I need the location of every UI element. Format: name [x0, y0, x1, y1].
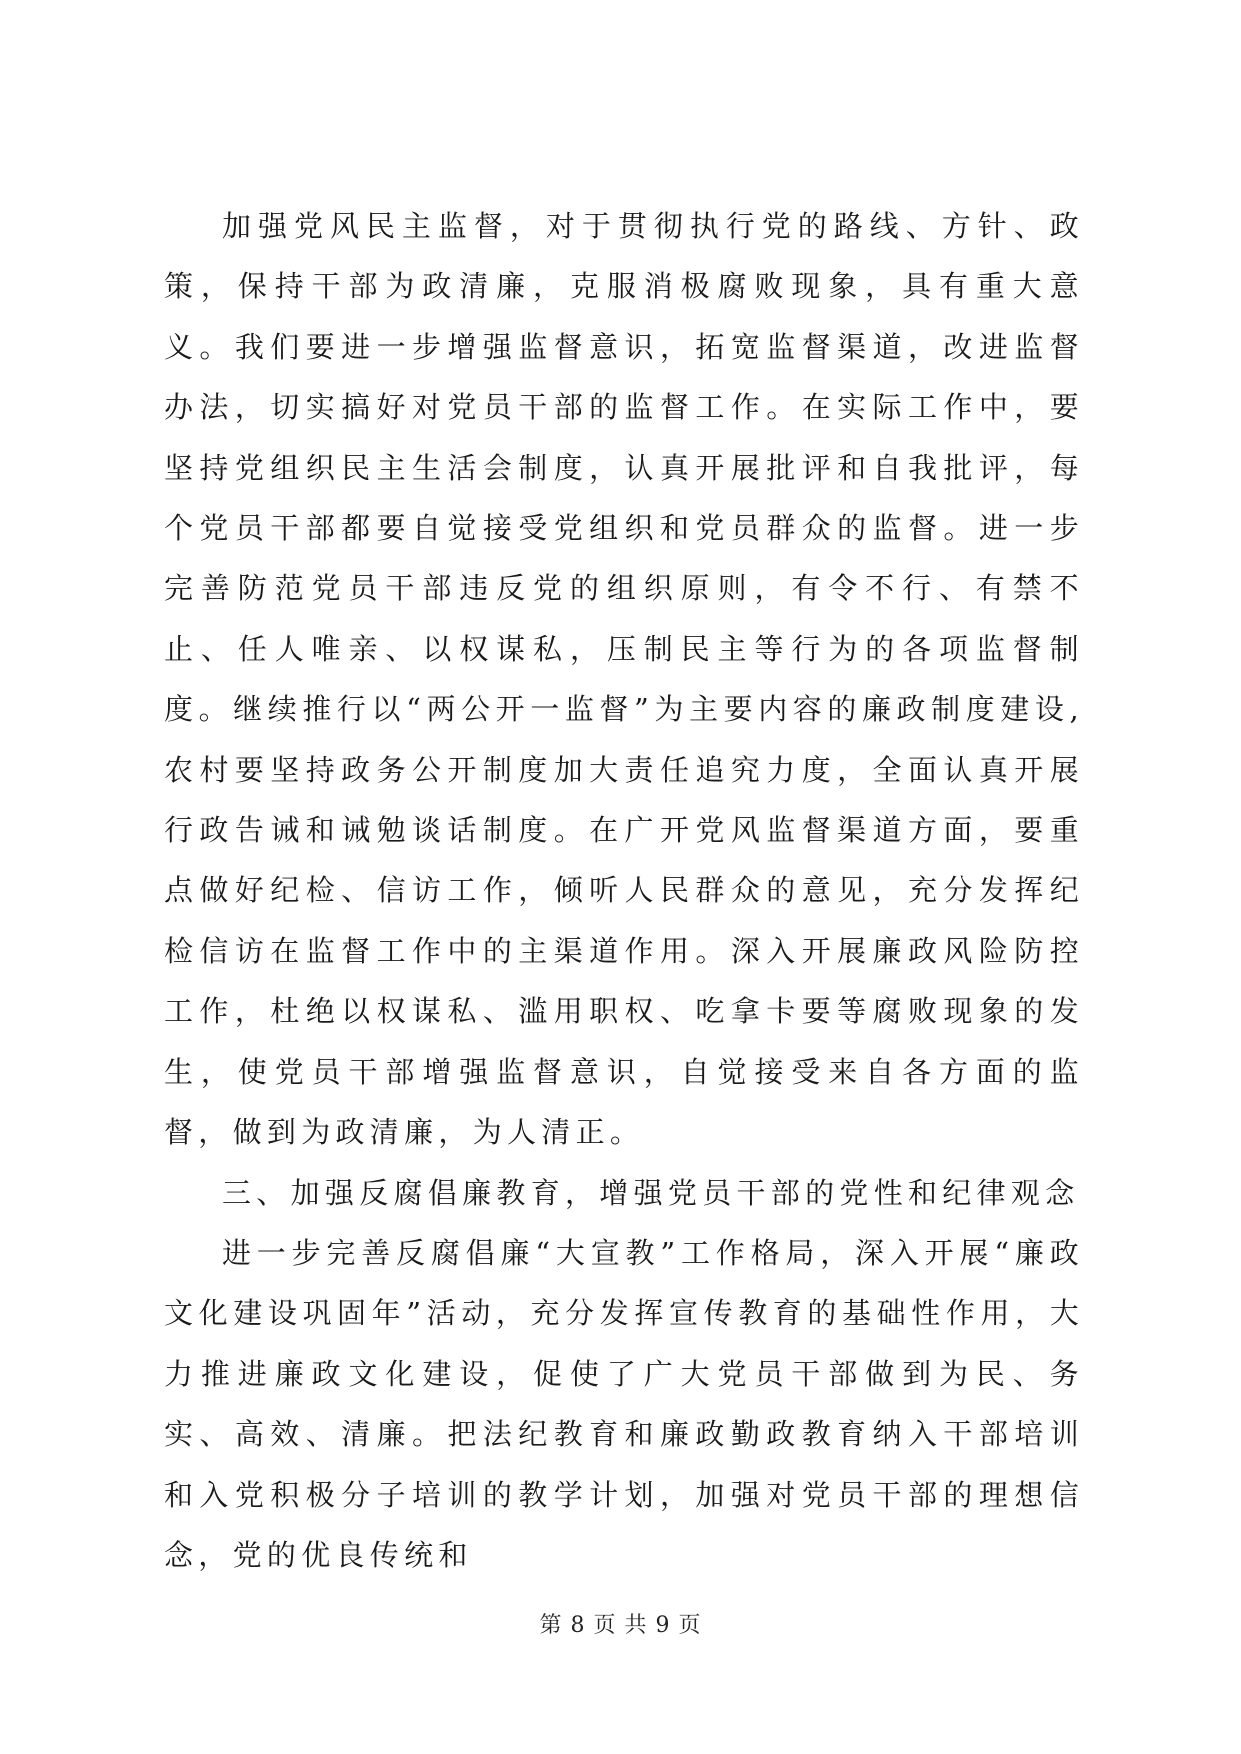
page-footer: 第 8 页 共 9 页 — [539, 1613, 702, 1638]
paragraph-supervision: 加强党风民主监督，对于贯彻执行党的路线、方针、政策，保持干部为政清廉，克服消极腐败现象，具有重大意义。我们要进一步增强监督意识，拓宽监督渠道，改进监督办法，切实搞好对党员干部的监督工作。在实际工作中，要坚持党组织民主生活会制度，认真开展批评和自我批评，每个党员干部都要自觉接受党组织和党员群众的监督。进一步完善防范党员干部违反党的组织原则，有令不行、有禁不止、任人唯亲、以权谋私，压制民主等行为的各项监督制度。继续推行以“两公开一监督”为主要内容的廉政制度建设,农村要坚持政务公开制度加大责任追究力度，全面认真开展行政告诫和诫勉谈话制度。在广开党风监督渠道方面，要重点做好纪检、信访工作，倾听人民群众的意见，充分发挥纪检信访在监督工作中的主渠道作用。深入开展廉政风险防控工作，杜绝以权谋私、滥用职权、吃拿卡要等腐败现象的发生，使党员干部增强监督意识，自觉接受来自各方面的监督，做到为政清廉，为人清正。 — [164, 209, 1084, 1150]
section-heading: 三、加强反腐倡廉教育，增强党员干部的党性和纪律观念 — [222, 1175, 1080, 1210]
body-text — [164, 196, 1084, 1585]
paragraph-education: 进一步完善反腐倡廉“大宣教”工作格局，深入开展“廉政文化建设巩固年”活动，充分发挥宣传教育的基础性作用，大力推进廉政文化建设，促使了广大党员干部做到为民、务实、高效、清廉。把法纪教育和廉政勤政教育纳入干部培训和入党积极分子培训的教学计划，加强对党员干部的理想信念，党的优良传统和 — [164, 1235, 1084, 1572]
